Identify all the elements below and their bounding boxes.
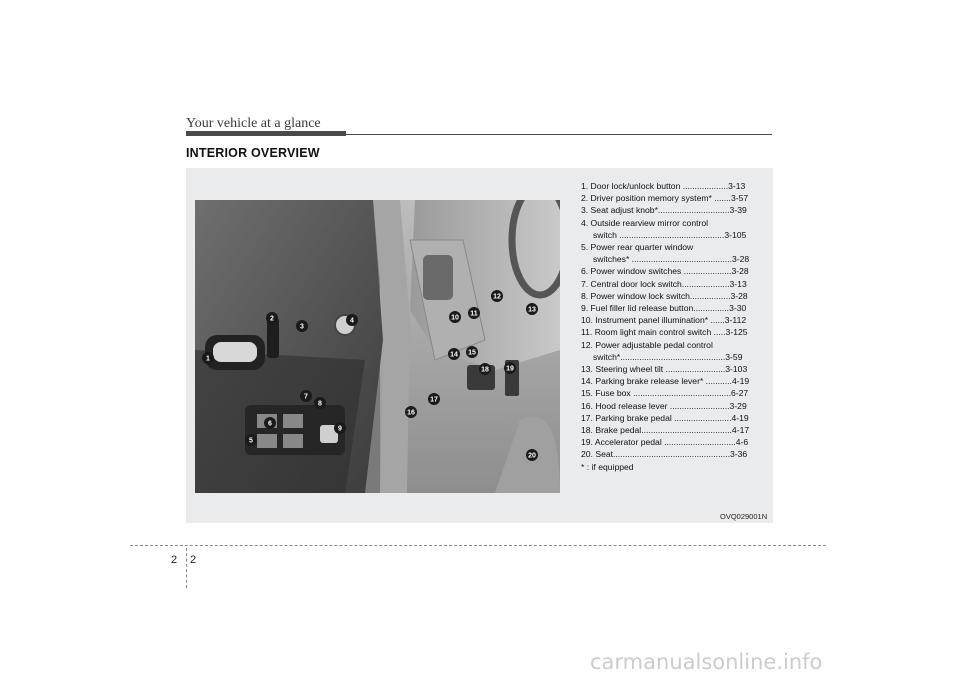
legend-item: 16. Hood release lever .........................3-29 xyxy=(581,400,747,411)
legend-item-continuation: switch*............................................3-59 xyxy=(593,351,743,362)
svg-text:1: 1 xyxy=(206,355,210,363)
door-handle xyxy=(213,342,257,362)
legend-item: 8. Power window lock switch.................3-28 xyxy=(581,290,748,301)
legend-item: 10. Instrument panel illumination* ......3-112 xyxy=(581,315,747,326)
svg-text:15: 15 xyxy=(468,349,476,357)
legend-item-continuation: switches* ..........................................3-28 xyxy=(593,254,750,265)
svg-text:4: 4 xyxy=(350,317,354,325)
callout-badge-17 xyxy=(428,393,440,405)
svg-text:12: 12 xyxy=(493,293,501,301)
callout-badge-4 xyxy=(346,314,358,326)
callout-badge-12 xyxy=(491,290,503,302)
svg-text:13: 13 xyxy=(528,306,536,314)
legend-item: 11. Room light main control switch .....3-125 xyxy=(581,327,748,338)
callout-badge-10 xyxy=(449,311,461,323)
header-bar xyxy=(186,131,346,136)
svg-text:10: 10 xyxy=(451,314,459,322)
header-rule xyxy=(346,134,772,135)
svg-text:6: 6 xyxy=(268,420,272,428)
legend-item: 6. Power window switches ....................3-28 xyxy=(581,266,749,277)
svg-text:8: 8 xyxy=(318,400,322,408)
svg-text:3: 3 xyxy=(300,323,304,331)
callout-badge-6 xyxy=(264,417,276,429)
legend-item: 20. Seat.................................................3-36 xyxy=(581,449,748,460)
callout-badge-13 xyxy=(526,303,538,315)
legend-list xyxy=(581,180,771,473)
svg-text:2: 2 xyxy=(270,315,274,323)
callout-badge-5 xyxy=(245,434,257,446)
footer-divider xyxy=(186,548,187,588)
legend-item: 5. Power rear quarter window xyxy=(581,242,694,253)
figure-code: OVQ029001N xyxy=(720,512,768,521)
svg-text:5: 5 xyxy=(249,437,253,445)
legend-item: 12. Power adjustable pedal control xyxy=(581,339,713,350)
svg-text:16: 16 xyxy=(407,409,415,417)
legend-item-continuation: switch ............................................3-105 xyxy=(593,229,747,240)
svg-text:7: 7 xyxy=(304,393,308,401)
window-switch-2 xyxy=(283,414,303,428)
callout-badge-16 xyxy=(405,406,417,418)
callout-badge-8 xyxy=(314,397,326,409)
legend-item: 3. Seat adjust knob*..............................3-39 xyxy=(581,205,747,216)
window-switch-3 xyxy=(257,434,277,448)
legend-item: 18. Brake pedal......................................4-17 xyxy=(581,425,750,436)
air-vent xyxy=(423,255,453,300)
legend-item: 7. Central door lock switch....................3-13 xyxy=(581,278,747,289)
window-switch-4 xyxy=(283,434,303,448)
legend-item: 17. Parking brake pedal ........................4-19 xyxy=(581,412,749,423)
legend-item: 13. Steering wheel tilt .........................3-103 xyxy=(581,364,748,375)
legend-footnote: * : if equipped xyxy=(581,461,634,472)
callout-badge-19 xyxy=(504,362,516,374)
footer-rule xyxy=(130,545,826,546)
callout-badge-7 xyxy=(300,390,312,402)
legend-item: 9. Fuel filler lid release button...............3-30 xyxy=(581,303,747,314)
svg-text:9: 9 xyxy=(338,425,342,433)
callout-badge-20 xyxy=(526,449,538,461)
page-number: 2 xyxy=(190,554,197,566)
callout-badge-15 xyxy=(466,346,478,358)
svg-text:11: 11 xyxy=(470,310,478,318)
svg-text:14: 14 xyxy=(450,351,458,359)
svg-text:18: 18 xyxy=(481,366,489,374)
callout-badge-3 xyxy=(296,320,308,332)
callout-badge-9 xyxy=(334,422,346,434)
callout-badge-1 xyxy=(202,352,214,364)
svg-text:20: 20 xyxy=(528,452,536,460)
callout-badge-2 xyxy=(266,312,278,324)
callout-badge-14 xyxy=(448,348,460,360)
watermark: carmanualsonline.info xyxy=(590,650,823,674)
running-header: Your vehicle at a glance xyxy=(186,116,321,131)
callout-badge-11 xyxy=(468,307,480,319)
legend-item: 19. Accelerator pedal ..............................4-6 xyxy=(581,437,749,448)
svg-text:19: 19 xyxy=(506,365,514,373)
legend-item: 2. Driver position memory system* .......3-57 xyxy=(581,193,749,204)
section-title: INTERIOR OVERVIEW xyxy=(186,146,320,160)
memory-buttons xyxy=(267,315,279,358)
svg-text:17: 17 xyxy=(430,396,438,404)
legend-item: 14. Parking brake release lever* ...........4-19 xyxy=(581,376,750,387)
legend-item: 15. Fuse box .........................................6-27 xyxy=(581,388,749,399)
legend-item: 4. Outside rearview mirror control xyxy=(581,217,709,228)
interior-illustration xyxy=(195,200,560,493)
section-number: 2 xyxy=(171,554,178,566)
callout-badge-18 xyxy=(479,363,491,375)
legend-item: 1. Door lock/unlock button ...................3-13 xyxy=(581,181,746,191)
